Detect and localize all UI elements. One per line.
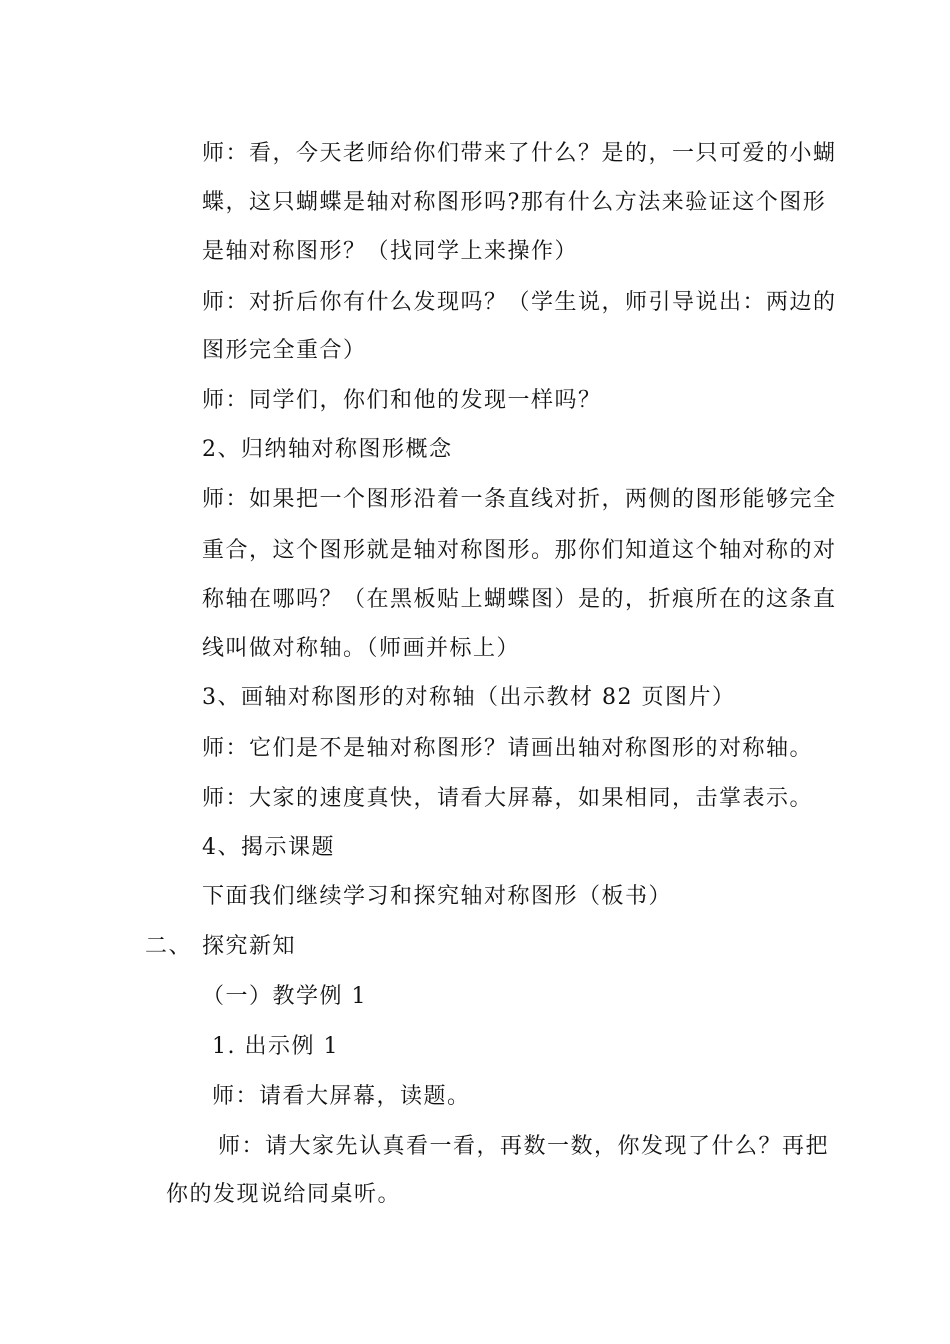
section-heading: 探究新知: [202, 934, 297, 959]
section-heading: 2、归纳轴对称图形概念: [202, 437, 453, 462]
paragraph-line: 图形完全重合）: [202, 338, 367, 363]
paragraph-line: 蝶，这只蝴蝶是轴对称图形吗?那有什么方法来验证这个图形: [202, 190, 827, 215]
paragraph-line: 是轴对称图形？（找同学上来操作）: [202, 239, 579, 264]
paragraph-line: 你的发现说给同桌听。: [166, 1182, 402, 1207]
paragraph-line: 师：请看大屏幕，读题。: [212, 1084, 471, 1109]
paragraph-line: 师：同学们，你们和他的发现一样吗？: [202, 388, 602, 413]
paragraph-line: 师：大家的速度真快，请看大屏幕，如果相同，击掌表示。: [202, 786, 814, 811]
section-number: 二、: [145, 934, 193, 959]
paragraph-line: 师：它们是不是轴对称图形？请画出轴对称图形的对称轴。: [202, 736, 814, 761]
paragraph-line: 师：请大家先认真看一看，再数一数，你发现了什么？再把: [218, 1134, 830, 1159]
paragraph-line: 师：对折后你有什么发现吗？（学生说，师引导说出：两边的: [202, 290, 837, 315]
paragraph-line: 称轴在哪吗？（在黑板贴上蝴蝶图）是的，折痕所在的这条直: [202, 587, 837, 612]
paragraph-line: 下面我们继续学习和探究轴对称图形（板书）: [202, 884, 673, 909]
subsection-heading: （一）教学例 1: [202, 984, 367, 1009]
paragraph-line: 线叫做对称轴。（师画并标上）: [202, 636, 521, 661]
paragraph-line: 重合，这个图形就是轴对称图形。那你们知道这个轴对称的对: [202, 538, 837, 563]
paragraph-line: 师：看，今天老师给你们带来了什么？是的，一只可爱的小蝴: [202, 141, 837, 166]
section-heading: 4、揭示课题: [202, 835, 335, 860]
section-heading: 3、画轴对称图形的对称轴（出示教材 82 页图片）: [202, 685, 736, 710]
subsection-heading: 1. 出示例 1: [212, 1034, 339, 1059]
paragraph-line: 师：如果把一个图形沿着一条直线对折，两侧的图形能够完全: [202, 487, 837, 512]
